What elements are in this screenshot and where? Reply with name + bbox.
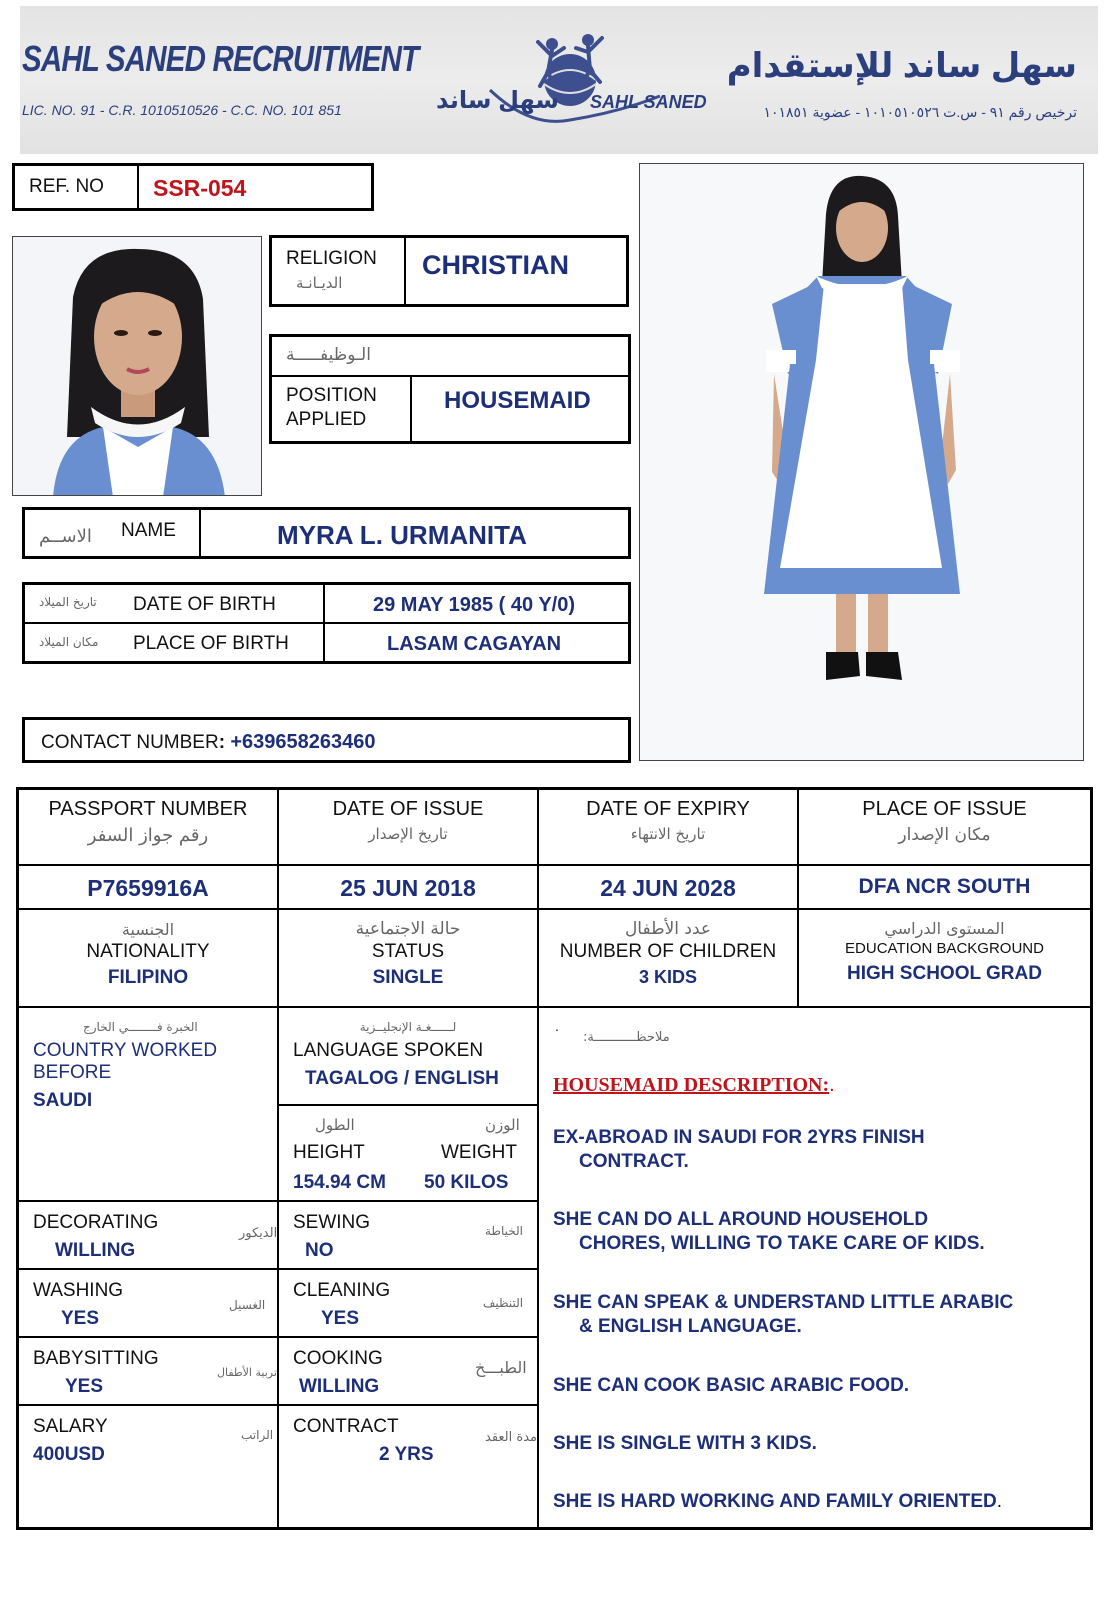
children-value: 3 KIDS xyxy=(638,967,698,987)
name-label: NAME xyxy=(121,520,176,541)
skill-label: WASHING xyxy=(33,1280,124,1301)
ref-value: SSR-054 xyxy=(153,175,247,201)
religion-label-ar: الديـانـة xyxy=(296,274,343,292)
education-label-ar: المستوى الدراسي xyxy=(884,919,1005,938)
nationality-value: FILIPINO xyxy=(107,967,189,988)
expiry-date-header xyxy=(539,790,799,866)
position-box xyxy=(269,334,631,444)
pob-label: PLACE OF BIRTH xyxy=(133,633,289,654)
position-label-ar: الـوظيفـــــة xyxy=(286,345,371,365)
salary-label-ar: الراتب xyxy=(241,1428,274,1442)
ref-box xyxy=(12,163,374,211)
skill-label: COOKING xyxy=(293,1348,383,1369)
skill-value: YES xyxy=(321,1308,360,1329)
description-title: HOUSEMAID DESCRIPTION: xyxy=(553,1074,830,1096)
issue-date-label-ar: تاريخ الإصدار xyxy=(368,825,448,843)
full-body-image xyxy=(640,164,1084,761)
nationality-label-ar: الجنسية xyxy=(121,920,175,939)
description-line-2a: SHE CAN DO ALL AROUND HOUSEHOLD xyxy=(553,1209,929,1230)
remarks-cell xyxy=(539,1008,1090,1527)
headshot-image xyxy=(13,237,262,496)
status-cell xyxy=(279,910,539,1008)
skill-cleaning xyxy=(279,1270,539,1338)
status-label: STATUS xyxy=(371,941,445,962)
salary-label: SALARY xyxy=(33,1416,108,1437)
expiry-date-value: 24 JUN 2028 xyxy=(539,866,799,910)
experience-cell xyxy=(19,1008,279,1202)
status-label-ar: حالة الاجتماعية xyxy=(355,919,461,939)
weight-value: 50 KILOS xyxy=(424,1172,509,1193)
experience-value: SAUDI xyxy=(33,1090,93,1111)
license-ar: ترخيص رقم ٩١ - س.ت ١٠١٠٥١٠٥٢٦ - عضوية ١٠١٨٥١ xyxy=(763,104,1077,120)
description-line-5: SHE IS SINGLE WITH 3 KIDS. xyxy=(553,1433,817,1454)
height-weight-cell xyxy=(279,1106,539,1202)
logo-text-en: SAHL SANED xyxy=(590,92,707,112)
skill-sewing xyxy=(279,1202,539,1270)
skill-label-ar: التنظيف xyxy=(483,1296,524,1310)
position-label-line2: APPLIED xyxy=(286,409,367,430)
position-value: HOUSEMAID xyxy=(444,387,591,414)
nationality-cell xyxy=(19,910,279,1008)
contact-box xyxy=(22,717,631,763)
brand-name-en: SAHL SANED RECRUITMENT xyxy=(22,38,419,79)
issue-date-header xyxy=(279,790,539,866)
place-issue-label-ar: مكان الإصدار xyxy=(898,825,991,845)
language-label-ar: لــــــغـة الإنجليــزية xyxy=(359,1020,457,1034)
details-table xyxy=(16,787,1093,1530)
pob-value: LASAM CAGAYAN xyxy=(387,633,562,655)
experience-label-ar: الخبرة فــــــــي الخارج xyxy=(83,1020,198,1034)
children-label-ar: عدد الأطفال xyxy=(624,919,712,939)
experience-label-line1: COUNTRY WORKED xyxy=(33,1040,218,1061)
height-label: HEIGHT xyxy=(293,1142,365,1163)
contract-value: 2 YRS xyxy=(379,1444,434,1465)
description-line-6: SHE IS HARD WORKING AND FAMILY ORIENTED xyxy=(553,1491,997,1512)
skill-label-ar: الديكور xyxy=(239,1226,278,1241)
place-issue-label: PLACE OF ISSUE xyxy=(862,798,1027,820)
status-value: SINGLE xyxy=(372,967,444,988)
skill-label-ar: الخياطة xyxy=(485,1224,523,1238)
passport-number-value: P7659916A xyxy=(19,866,279,910)
logo-text-ar: سهل ساند xyxy=(436,87,560,114)
remarks-dot: . xyxy=(555,1018,559,1034)
skill-value: YES xyxy=(61,1308,100,1329)
description-title-dot: . xyxy=(829,1074,835,1096)
passport-number-header xyxy=(19,790,279,866)
place-issue-value: DFA NCR SOUTH xyxy=(799,866,1090,910)
contract-label-ar: مدة العقد xyxy=(485,1430,537,1445)
skill-label: SEWING xyxy=(293,1212,371,1233)
brand-name-ar: سهل ساند للإستقدام xyxy=(726,47,1077,85)
education-label: EDUCATION BACKGROUND xyxy=(845,940,1044,957)
description-line-4: SHE CAN COOK BASIC ARABIC FOOD. xyxy=(553,1375,910,1396)
description-line-3b: & ENGLISH LANGUAGE. xyxy=(579,1316,802,1337)
expiry-date-label: DATE OF EXPIRY xyxy=(586,798,750,820)
skill-cooking xyxy=(279,1338,539,1406)
passport-number-label-ar: رقم جواز السفر xyxy=(87,825,209,846)
position-label-line1: POSITION xyxy=(286,385,377,406)
dob-label: DATE OF BIRTH xyxy=(133,594,276,615)
skill-value: YES xyxy=(65,1376,104,1397)
contact-colon: : xyxy=(218,732,231,753)
language-label: LANGUAGE SPOKEN xyxy=(293,1040,484,1061)
full-body-photo xyxy=(639,163,1084,761)
contact-label: CONTACT NUMBER xyxy=(41,732,219,753)
height-label-ar: الطول xyxy=(315,1116,355,1134)
skill-decorating xyxy=(19,1202,279,1270)
skill-label: DECORATING xyxy=(33,1212,159,1233)
skill-label: BABYSITTING xyxy=(33,1348,159,1369)
education-cell xyxy=(799,910,1090,1008)
dob-label-ar: تاريخ الميلاد xyxy=(39,595,97,609)
skill-label-ar: الطبـــخ xyxy=(475,1358,527,1377)
salary-value: 400USD xyxy=(33,1444,105,1465)
license-en: LIC. NO. 91 - C.R. 1010510526 - C.C. NO. 101 851 xyxy=(22,102,342,118)
language-value: TAGALOG / ENGLISH xyxy=(305,1068,499,1089)
contract-cell xyxy=(279,1406,539,1527)
dob-value: 29 MAY 1985 ( 40 Y/0) xyxy=(373,594,575,616)
place-issue-header xyxy=(799,790,1090,866)
passport-number-label: PASSPORT NUMBER xyxy=(48,798,248,820)
description-line-6-dot: . xyxy=(996,1491,1002,1512)
description-line-3a: SHE CAN SPEAK & UNDERSTAND LITTLE ARABIC xyxy=(553,1292,1014,1313)
description-line-1b: CONTRACT. xyxy=(579,1151,689,1172)
religion-value: CHRISTIAN xyxy=(422,250,569,280)
religion-box xyxy=(269,235,629,307)
skill-label: CLEANING xyxy=(293,1280,391,1301)
contact-value: +639658263460 xyxy=(230,731,376,753)
remarks-label-ar: ملاحظـــــــــــة: xyxy=(583,1030,670,1045)
name-value: MYRA L. URMANITA xyxy=(277,520,527,550)
height-value: 154.94 CM xyxy=(293,1172,386,1193)
weight-label: WEIGHT xyxy=(441,1142,517,1163)
issue-date-value: 25 JUN 2018 xyxy=(279,866,539,910)
education-value: HIGH SCHOOL GRAD xyxy=(847,963,1042,984)
skill-washing xyxy=(19,1270,279,1338)
name-box xyxy=(22,507,631,559)
weight-label-ar: الوزن xyxy=(485,1116,520,1134)
skill-value: WILLING xyxy=(299,1376,380,1397)
ref-label: REF. NO xyxy=(29,176,104,197)
description-line-2b: CHORES, WILLING TO TAKE CARE OF KIDS. xyxy=(579,1233,985,1254)
skill-label-ar: الغسيل xyxy=(229,1298,266,1312)
salary-cell xyxy=(19,1406,279,1527)
name-label-ar: الاســم xyxy=(39,526,92,547)
skill-value: NO xyxy=(305,1240,334,1261)
issue-date-label: DATE OF ISSUE xyxy=(332,798,484,820)
birth-box xyxy=(22,582,631,664)
nationality-label: NATIONALITY xyxy=(86,941,210,962)
experience-label-line2: BEFORE xyxy=(33,1062,112,1083)
children-cell xyxy=(539,910,799,1008)
company-logo xyxy=(430,20,710,138)
description-line-1a: EX-ABROAD IN SAUDI FOR 2YRS FINISH xyxy=(553,1127,925,1148)
expiry-date-label-ar: تاريخ الانتهاء xyxy=(630,825,706,843)
skill-babysitting xyxy=(19,1338,279,1406)
religion-label: RELIGION xyxy=(286,248,377,269)
pob-label-ar: مكان الميلاد xyxy=(39,635,99,649)
skill-label-ar: تربية الأطفال xyxy=(217,1366,277,1379)
contract-label: CONTRACT xyxy=(293,1416,399,1437)
language-cell xyxy=(279,1008,539,1106)
headshot-photo xyxy=(12,236,262,496)
skill-value: WILLING xyxy=(55,1240,136,1261)
children-label: NUMBER OF CHILDREN xyxy=(559,941,777,962)
